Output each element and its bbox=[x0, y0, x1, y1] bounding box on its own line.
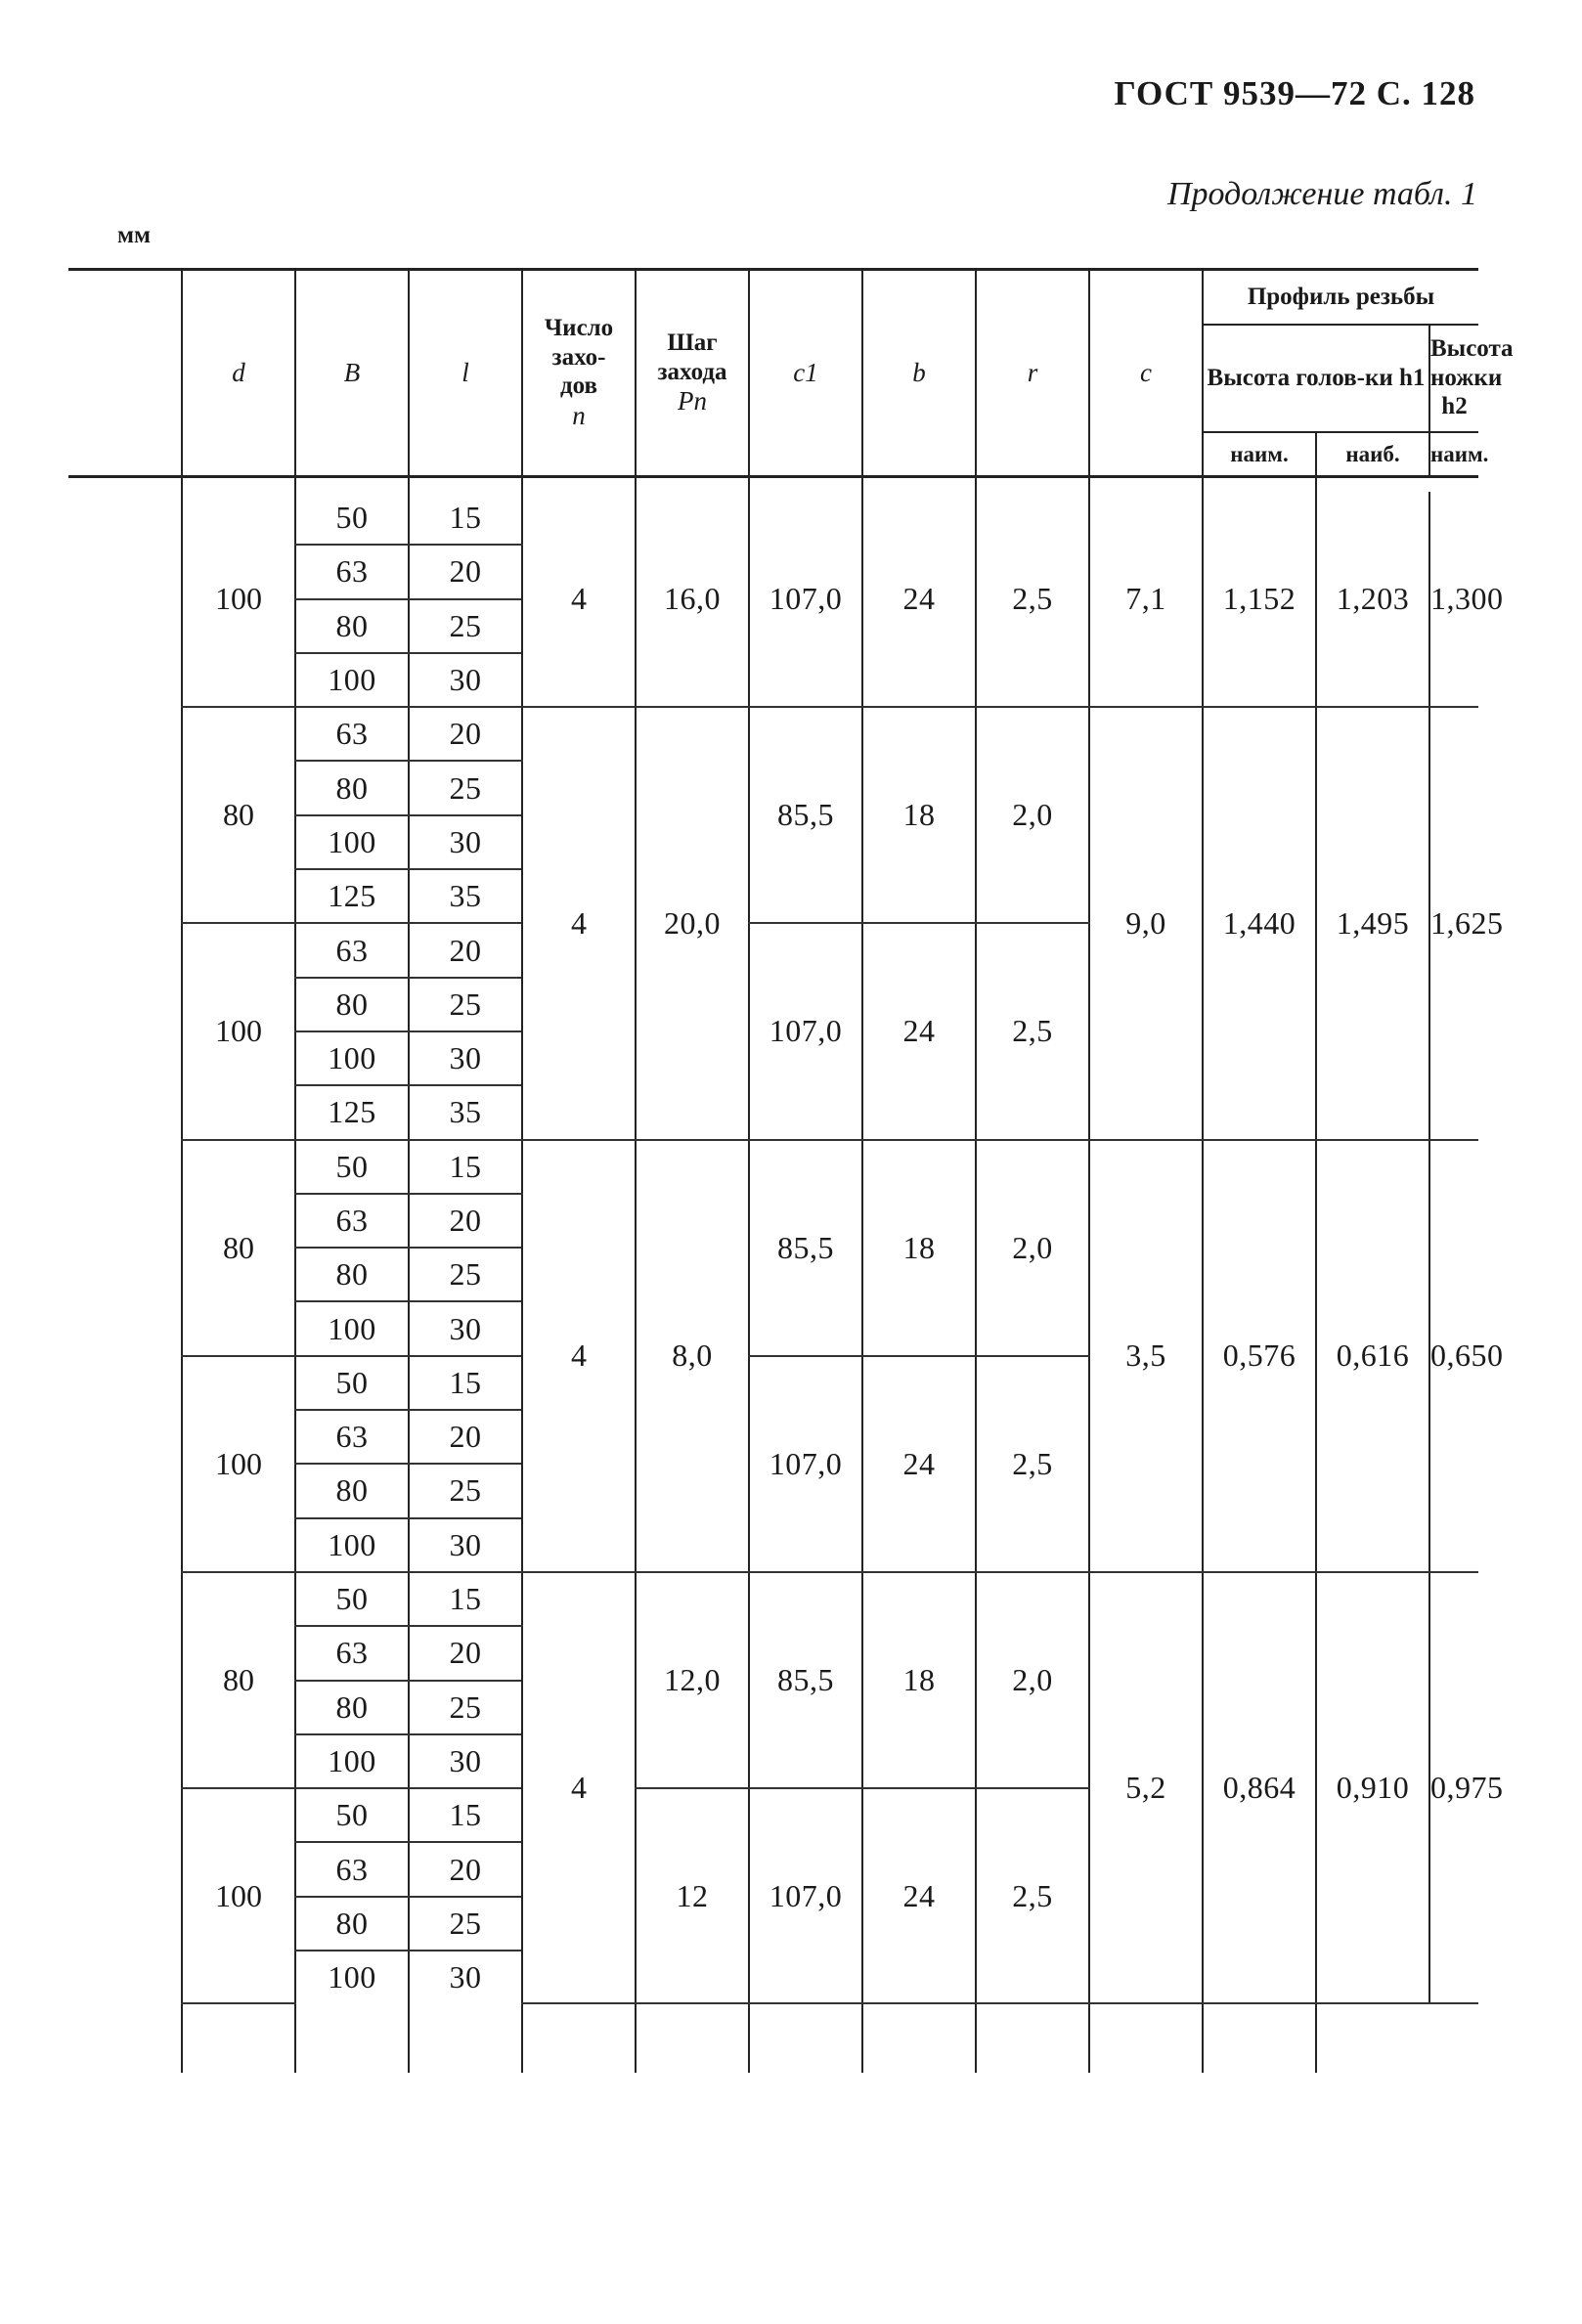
col-B: B bbox=[295, 270, 409, 477]
cell-B: 100 bbox=[295, 1518, 409, 1572]
cell-B: 63 bbox=[295, 545, 409, 598]
cell-d: 100 bbox=[182, 492, 295, 707]
blank-cell bbox=[1203, 2003, 1316, 2073]
blank-cell bbox=[68, 923, 182, 1139]
cell-b: 18 bbox=[862, 707, 976, 923]
cell-l: 30 bbox=[409, 1301, 522, 1355]
cell-h2-min: 0,650 bbox=[1429, 1140, 1478, 1572]
col-n-symbol: n bbox=[572, 400, 586, 430]
cell-B: 63 bbox=[295, 1842, 409, 1896]
col-d: d bbox=[182, 270, 295, 477]
cell-l: 30 bbox=[409, 1518, 522, 1572]
cell-h1-min: 1,152 bbox=[1203, 492, 1316, 707]
cell-c: 3,5 bbox=[1089, 1140, 1203, 1572]
table-row-trailing bbox=[68, 2003, 1478, 2073]
cell-l: 30 bbox=[409, 815, 522, 869]
cell-r: 2,5 bbox=[976, 492, 1089, 707]
blank-cell bbox=[1316, 2003, 1429, 2073]
cell-b: 24 bbox=[862, 1788, 976, 2003]
cell-B: 50 bbox=[295, 1356, 409, 1410]
cell-B: 125 bbox=[295, 869, 409, 923]
cell-c1: 85,5 bbox=[749, 707, 862, 923]
cell-d: 80 bbox=[182, 707, 295, 923]
col-n-line2: захо- bbox=[551, 343, 606, 371]
cell-d: 80 bbox=[182, 1572, 295, 1788]
col-n-line1: Число bbox=[544, 315, 614, 342]
col-h1-min: наим. bbox=[1203, 432, 1316, 477]
col-b: b bbox=[862, 270, 976, 477]
col-n bbox=[522, 270, 636, 477]
cell-r: 2,5 bbox=[976, 923, 1089, 1139]
cell-B: 100 bbox=[295, 1951, 409, 2003]
cell-h1-min: 0,576 bbox=[1203, 1140, 1316, 1572]
cell-b: 18 bbox=[862, 1140, 976, 1356]
cell-l: 15 bbox=[409, 492, 522, 545]
cell-pn: 16,0 bbox=[636, 492, 749, 707]
col-pn-line1: Шаг bbox=[667, 329, 718, 357]
col-pn-symbol: Pn bbox=[678, 386, 707, 417]
cell-B: 100 bbox=[295, 1301, 409, 1355]
col-h2-min: наим. bbox=[1429, 432, 1478, 477]
cell-d: 100 bbox=[182, 1788, 295, 2003]
blank-cell bbox=[522, 2003, 636, 2073]
cell-l: 15 bbox=[409, 1572, 522, 1626]
cell-B: 80 bbox=[295, 978, 409, 1031]
cell-l: 15 bbox=[409, 1356, 522, 1410]
blank-cell bbox=[68, 1788, 182, 2003]
cell-B: 63 bbox=[295, 1626, 409, 1680]
cell-pn: 12 bbox=[636, 1788, 749, 2003]
cell-n: 4 bbox=[522, 1572, 636, 2003]
blank-cell bbox=[68, 492, 182, 707]
cell-b: 24 bbox=[862, 923, 976, 1139]
cell-l: 25 bbox=[409, 978, 522, 1031]
table-row bbox=[68, 707, 1478, 761]
cell-l: 25 bbox=[409, 1248, 522, 1301]
cell-l: 35 bbox=[409, 869, 522, 923]
cell-l: 25 bbox=[409, 1897, 522, 1951]
cell-l: 20 bbox=[409, 1410, 522, 1464]
cell-l: 20 bbox=[409, 923, 522, 977]
cell-l: 20 bbox=[409, 1194, 522, 1248]
cell-c: 9,0 bbox=[1089, 707, 1203, 1139]
cell-B: 100 bbox=[295, 1031, 409, 1085]
col-h1: Высота голов-ки h1 bbox=[1203, 325, 1429, 432]
cell-B: 63 bbox=[295, 707, 409, 761]
cell-b: 24 bbox=[862, 492, 976, 707]
col-pn bbox=[636, 270, 749, 477]
cell-l: 25 bbox=[409, 1681, 522, 1734]
cell-c1: 85,5 bbox=[749, 1572, 862, 1788]
cell-h1-max: 1,495 bbox=[1316, 707, 1429, 1139]
cell-c: 5,2 bbox=[1089, 1572, 1203, 2003]
cell-B: 63 bbox=[295, 923, 409, 977]
blank-cell bbox=[68, 2003, 182, 2073]
blank-cell bbox=[409, 2003, 522, 2073]
cell-r: 2,0 bbox=[976, 1572, 1089, 1788]
col-profile: Профиль резьбы bbox=[1203, 270, 1478, 325]
col-c1: c1 bbox=[749, 270, 862, 477]
blank-cell bbox=[68, 1140, 182, 1356]
cell-h1-max: 0,910 bbox=[1316, 1572, 1429, 2003]
blank-cell bbox=[295, 2003, 409, 2073]
cell-l: 30 bbox=[409, 1031, 522, 1085]
cell-pn: 8,0 bbox=[636, 1140, 749, 1572]
cell-c1: 107,0 bbox=[749, 1356, 862, 1572]
blank-cell bbox=[636, 2003, 749, 2073]
col-c: c bbox=[1089, 270, 1203, 477]
blank-cell bbox=[68, 707, 182, 923]
cell-B: 125 bbox=[295, 1085, 409, 1139]
blank-cell bbox=[182, 2003, 295, 2073]
cell-h2-min: 1,625 bbox=[1429, 707, 1478, 1139]
cell-r: 2,0 bbox=[976, 707, 1089, 923]
thread-parameters-table bbox=[68, 268, 1514, 2073]
blank-cell bbox=[68, 1572, 182, 1788]
cell-l: 20 bbox=[409, 1842, 522, 1896]
cell-n: 4 bbox=[522, 707, 636, 1139]
cell-B: 80 bbox=[295, 1248, 409, 1301]
unit-label: мм bbox=[117, 222, 152, 248]
cell-B: 100 bbox=[295, 653, 409, 707]
cell-h1-min: 0,864 bbox=[1203, 1572, 1316, 2003]
cell-B: 80 bbox=[295, 599, 409, 653]
cell-h1-max: 1,203 bbox=[1316, 492, 1429, 707]
cell-l: 30 bbox=[409, 1734, 522, 1788]
col-pn-line2: захода bbox=[657, 358, 727, 385]
cell-l: 25 bbox=[409, 1464, 522, 1517]
cell-B: 63 bbox=[295, 1194, 409, 1248]
cell-l: 20 bbox=[409, 707, 522, 761]
cell-r: 2,0 bbox=[976, 1140, 1089, 1356]
cell-n: 4 bbox=[522, 492, 636, 707]
cell-b: 24 bbox=[862, 1356, 976, 1572]
cell-B: 50 bbox=[295, 492, 409, 545]
cell-l: 15 bbox=[409, 1788, 522, 1842]
cell-c: 7,1 bbox=[1089, 492, 1203, 707]
cell-c1: 107,0 bbox=[749, 923, 862, 1139]
cell-B: 100 bbox=[295, 1734, 409, 1788]
col-n-line3: дов bbox=[559, 373, 598, 400]
cell-pn: 12,0 bbox=[636, 1572, 749, 1788]
cell-B: 50 bbox=[295, 1572, 409, 1626]
cell-l: 35 bbox=[409, 1085, 522, 1139]
cell-l: 30 bbox=[409, 653, 522, 707]
cell-B: 50 bbox=[295, 1140, 409, 1194]
table-row bbox=[68, 1140, 1478, 1194]
cell-b: 18 bbox=[862, 1572, 976, 1788]
cell-B: 100 bbox=[295, 815, 409, 869]
blank-cell bbox=[862, 2003, 976, 2073]
page-header: ГОСТ 9539—72 С. 128 bbox=[1114, 74, 1475, 112]
cell-l: 20 bbox=[409, 545, 522, 598]
col-h1-max: наиб. bbox=[1316, 432, 1429, 477]
blank-cell bbox=[976, 2003, 1089, 2073]
cell-B: 80 bbox=[295, 1681, 409, 1734]
cell-c1: 107,0 bbox=[749, 492, 862, 707]
cell-d: 100 bbox=[182, 923, 295, 1139]
cell-B: 80 bbox=[295, 1464, 409, 1517]
blank-cell bbox=[749, 2003, 862, 2073]
cell-l: 25 bbox=[409, 599, 522, 653]
cell-r: 2,5 bbox=[976, 1356, 1089, 1572]
cell-h1-max: 0,616 bbox=[1316, 1140, 1429, 1572]
continuation-caption: Продолжение табл. 1 bbox=[1166, 176, 1477, 212]
blank-cell bbox=[1089, 2003, 1203, 2073]
cell-c1: 107,0 bbox=[749, 1788, 862, 2003]
col-l: l bbox=[409, 270, 522, 477]
cell-l: 20 bbox=[409, 1626, 522, 1680]
cell-d: 80 bbox=[182, 1140, 295, 1356]
blank-cell bbox=[68, 1356, 182, 1572]
cell-B: 50 bbox=[295, 1788, 409, 1842]
cell-h2-min: 0,975 bbox=[1429, 1572, 1478, 2003]
col-h2: Высота ножки h2 bbox=[1429, 325, 1478, 432]
col-blank bbox=[68, 270, 182, 477]
cell-l: 25 bbox=[409, 761, 522, 814]
cell-B: 80 bbox=[295, 1897, 409, 1951]
cell-h2-min: 1,300 bbox=[1429, 492, 1478, 707]
table-row bbox=[68, 492, 1478, 545]
cell-pn: 20,0 bbox=[636, 707, 749, 1139]
cell-n: 4 bbox=[522, 1140, 636, 1572]
cell-d: 100 bbox=[182, 1356, 295, 1572]
table-row bbox=[68, 1572, 1478, 1626]
cell-c1: 85,5 bbox=[749, 1140, 862, 1356]
cell-l: 30 bbox=[409, 1951, 522, 2003]
col-r: r bbox=[976, 270, 1089, 477]
cell-r: 2,5 bbox=[976, 1788, 1089, 2003]
cell-B: 80 bbox=[295, 761, 409, 814]
cell-l: 15 bbox=[409, 1140, 522, 1194]
cell-h1-min: 1,440 bbox=[1203, 707, 1316, 1139]
cell-B: 63 bbox=[295, 1410, 409, 1464]
